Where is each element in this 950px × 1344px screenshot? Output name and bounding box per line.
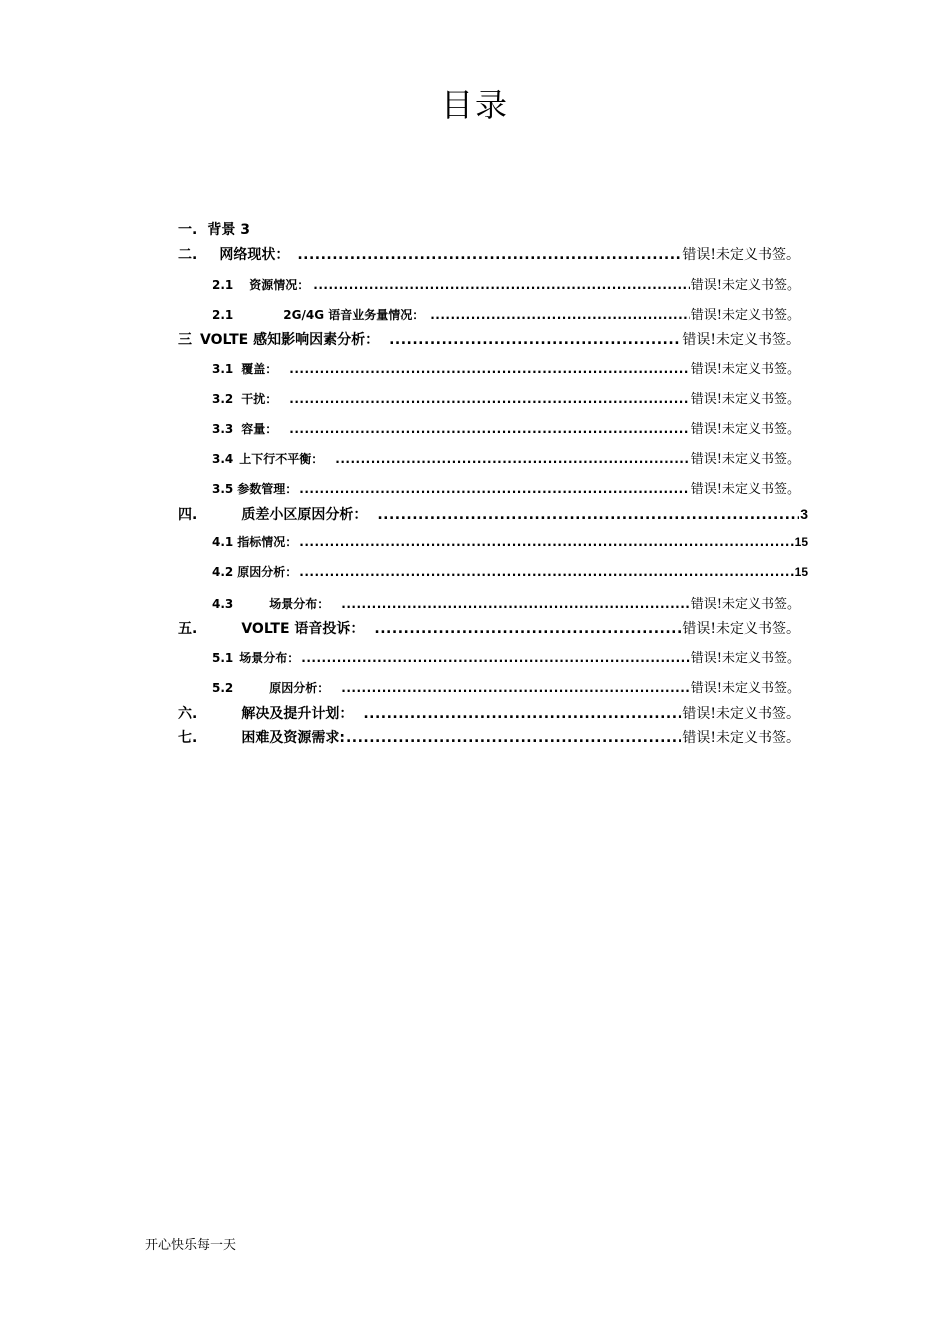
- toc-entry-improvement-plan[interactable]: [178, 703, 800, 723]
- toc-page: 错误!未定义书签。: [690, 362, 800, 377]
- toc-leader: [377, 507, 799, 523]
- toc-number: 5.2: [212, 681, 234, 695]
- toc-entry-capacity[interactable]: [212, 418, 800, 437]
- toc-label: VOLTE 感知影响因素分析：: [200, 332, 380, 348]
- toc-entry-poor-quality-cells[interactable]: [178, 504, 808, 524]
- toc-number: 一.: [178, 222, 198, 238]
- toc-entry-complaint-causes[interactable]: [212, 677, 800, 696]
- toc-number: 2.1: [212, 278, 234, 292]
- toc-number: 3.4: [212, 452, 234, 466]
- page-title: 目录: [440, 86, 509, 124]
- toc-page: 错误!未定义书签。: [682, 247, 800, 263]
- toc-leader: [430, 308, 690, 322]
- toc-page: 错误!未定义书签。: [690, 482, 800, 497]
- toc-page: 错误!未定义书签。: [690, 681, 800, 696]
- toc-label: 覆盖：: [241, 362, 278, 376]
- toc-entry-indicators[interactable]: [212, 533, 808, 550]
- toc-page: 错误!未定义书签。: [682, 332, 800, 348]
- toc-number: 4.3: [212, 597, 234, 611]
- toc-leader: [289, 422, 689, 436]
- toc-label: 场景分布：: [239, 651, 300, 665]
- toc-number: 4.1: [212, 535, 234, 549]
- toc-label: 干扰：: [241, 392, 278, 406]
- toc-label: 指标情况：: [237, 535, 298, 549]
- toc-label: 背景 3: [207, 222, 250, 238]
- page-footer: 开心快乐每一天: [145, 1238, 237, 1253]
- toc-page: 15: [794, 535, 808, 549]
- toc-number: 四.: [178, 507, 198, 523]
- toc-leader: [299, 535, 793, 549]
- toc-entry-difficulties[interactable]: [178, 727, 800, 747]
- toc-number: 4.2: [212, 565, 234, 579]
- toc-label: 参数管理：: [237, 482, 298, 496]
- toc-entry-resources[interactable]: [212, 274, 800, 293]
- toc-leader: [335, 452, 689, 466]
- toc-entry-complaint-scenarios[interactable]: [212, 647, 800, 666]
- toc-entry-parameter-management[interactable]: [212, 478, 800, 497]
- toc-entry-cause-analysis[interactable]: [212, 563, 808, 580]
- toc-label: 2G/4G 语音业务量情况：: [283, 308, 425, 322]
- toc-page: 错误!未定义书签。: [682, 706, 800, 722]
- toc-label: VOLTE 语音投诉：: [241, 621, 365, 637]
- toc-page: 错误!未定义书签。: [690, 651, 800, 666]
- toc-entry-voice-traffic[interactable]: [212, 304, 800, 323]
- toc-leader: [341, 681, 689, 695]
- toc-number: 3.5: [212, 482, 234, 496]
- toc-number: 七.: [178, 730, 198, 746]
- toc-label: 质差小区原因分析：: [241, 507, 368, 523]
- toc-page: 错误!未定义书签。: [690, 278, 800, 293]
- toc-page: 错误!未定义书签。: [682, 730, 800, 746]
- toc-leader: [363, 706, 681, 722]
- toc-number: 三: [178, 332, 192, 348]
- toc-leader: [313, 278, 689, 292]
- toc-number: 六.: [178, 706, 198, 722]
- toc-page: 错误!未定义书签。: [690, 422, 800, 437]
- toc-leader: [374, 621, 681, 637]
- toc-page: 错误!未定义书签。: [690, 392, 800, 407]
- toc-leader: [299, 482, 689, 496]
- toc-label: 上下行不平衡：: [239, 452, 324, 466]
- toc-label: 解决及提升计划：: [241, 706, 354, 722]
- toc-leader: [299, 565, 793, 579]
- toc-label: 原因分析：: [237, 565, 298, 579]
- toc-number: 3.2: [212, 392, 234, 406]
- toc-entry-background[interactable]: [178, 219, 800, 239]
- toc-leader: [389, 332, 681, 348]
- toc-leader: [289, 362, 689, 376]
- toc-entry-ul-dl-imbalance[interactable]: [212, 448, 800, 467]
- toc-label: 网络现状：: [219, 247, 290, 263]
- toc-entry-volte-complaints[interactable]: [178, 618, 800, 638]
- toc-page: 错误!未定义书签。: [690, 452, 800, 467]
- toc-number: 5.1: [212, 651, 234, 665]
- toc-entry-volte-factors[interactable]: [178, 329, 800, 349]
- toc-number: 二.: [178, 247, 198, 263]
- toc-number: 3.3: [212, 422, 234, 436]
- toc-entry-coverage[interactable]: [212, 358, 800, 377]
- toc-leader: [301, 651, 689, 665]
- toc-entry-scenario-distribution[interactable]: [212, 593, 800, 612]
- toc-page: 3: [800, 506, 808, 522]
- toc-label: 原因分析：: [269, 681, 330, 695]
- toc-leader: [289, 392, 689, 406]
- toc-number: 2.1: [212, 308, 234, 322]
- toc-leader: [297, 247, 681, 263]
- toc-label: 资源情况：: [249, 278, 310, 292]
- toc-number: 3.1: [212, 362, 234, 376]
- toc-label: 场景分布：: [269, 597, 330, 611]
- toc-number: 五.: [178, 621, 198, 637]
- toc-page: 15: [794, 565, 808, 579]
- toc-page: 错误!未定义书签。: [690, 308, 800, 323]
- toc-leader: [341, 597, 689, 611]
- toc-page: 错误!未定义书签。: [682, 621, 800, 637]
- toc-leader: [346, 730, 681, 746]
- toc-label: 容量：: [241, 422, 278, 436]
- toc-label: 困难及资源需求:: [241, 730, 345, 746]
- toc-entry-network-status[interactable]: [178, 244, 800, 264]
- toc-entry-interference[interactable]: [212, 388, 800, 407]
- toc-page: 错误!未定义书签。: [690, 597, 800, 612]
